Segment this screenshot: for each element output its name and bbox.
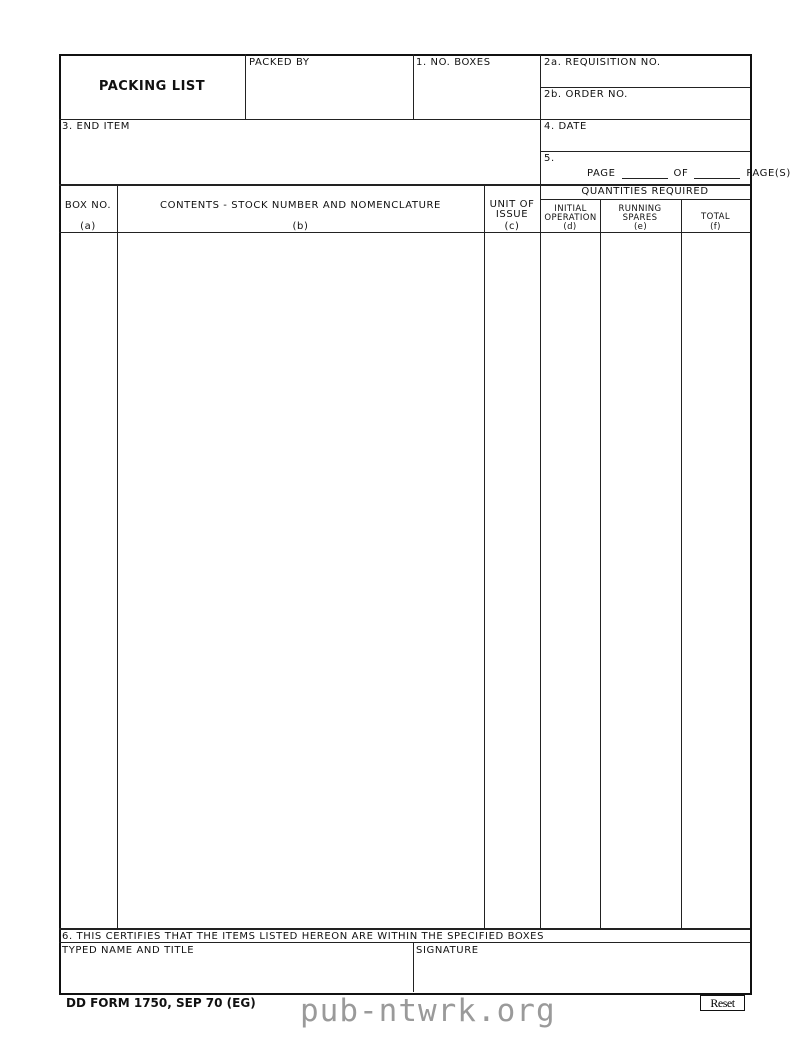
divider <box>59 928 750 930</box>
divider <box>59 942 750 943</box>
divider <box>540 54 541 184</box>
col-running-letter: (e) <box>633 222 648 232</box>
page-label: PAGE <box>587 168 616 179</box>
divider <box>59 232 750 233</box>
col-initial-label: INITIAL OPERATION <box>544 204 597 223</box>
divider <box>540 151 750 152</box>
signature-input[interactable] <box>414 957 748 991</box>
col-box-no-letter: (a) <box>80 221 96 232</box>
typed-name-label: TYPED NAME AND TITLE <box>62 945 195 956</box>
pages-label: PAGE(S) <box>746 168 791 179</box>
typed-name-input[interactable] <box>60 957 412 991</box>
form-title: PACKING LIST <box>98 79 206 94</box>
watermark: pub-ntwrk.org <box>300 993 556 1029</box>
form-id: DD FORM 1750, SEP 70 (EG) <box>66 996 256 1010</box>
reset-button[interactable]: Reset <box>700 995 745 1011</box>
col-unit-letter: (c) <box>504 221 520 232</box>
col-total-label: TOTAL <box>701 212 730 222</box>
certification-text: 6. THIS CERTIFIES THAT THE ITEMS LISTED HEREON ARE WITHIN THE SPECIFIED BOXES <box>62 931 545 942</box>
order-no-label: 2b. ORDER NO. <box>544 89 628 100</box>
col-initial-letter: (d) <box>563 222 577 232</box>
divider <box>540 199 750 200</box>
signature-label: SIGNATURE <box>416 945 479 956</box>
pages-input[interactable] <box>694 169 740 179</box>
page-of-pages-field <box>587 168 791 179</box>
requisition-no-label: 2a. REQUISITION NO. <box>544 57 661 68</box>
col-running-label: RUNNING SPARES <box>618 204 662 223</box>
packed-by-label: PACKED BY <box>249 57 310 68</box>
end-item-label: 3. END ITEM <box>62 121 131 132</box>
divider <box>413 54 414 119</box>
divider <box>245 54 246 119</box>
col-contents-letter: (b) <box>292 221 309 232</box>
of-label: OF <box>673 168 689 179</box>
col-unit-label: UNIT OF ISSUE <box>489 199 535 220</box>
page-input[interactable] <box>622 169 668 179</box>
col-total-letter: (f) <box>710 222 721 232</box>
divider <box>59 119 750 120</box>
col-box-no-label: BOX NO. <box>64 200 112 211</box>
contents-table-body[interactable] <box>60 234 748 928</box>
date-label: 4. DATE <box>544 121 587 132</box>
col-contents-label: CONTENTS - STOCK NUMBER AND NOMENCLATURE <box>160 200 441 211</box>
divider <box>540 87 750 88</box>
no-boxes-label: 1. NO. BOXES <box>416 57 491 68</box>
quantities-required-label: QUANTITIES REQUIRED <box>581 186 709 197</box>
page-number-label: 5. <box>544 153 555 164</box>
